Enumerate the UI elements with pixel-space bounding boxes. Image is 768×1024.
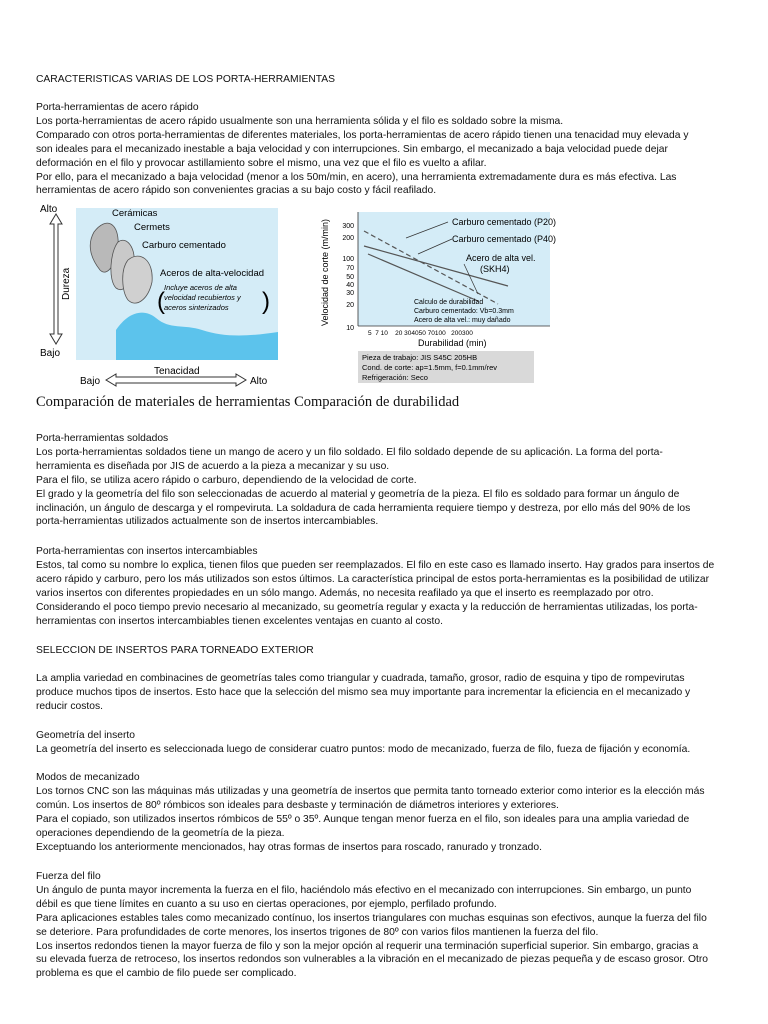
section-soldados [36,432,728,529]
section-heading: Geometría del inserto [36,730,136,741]
section-heading: Fuerza del filo [36,871,101,882]
section-modos [36,771,728,854]
section-heading: Porta-herramientas soldados [36,433,169,444]
y-axis-label: Velocidad de corte (m/min) [320,218,330,326]
y-high-label: Alto [40,204,58,215]
paren-right: ) [262,288,270,315]
conditions-line-1: Pieza de trabajo: JIS S45C 205HB [362,353,478,362]
section-title-seleccion: SELECCION DE INSERTOS PARA TORNEADO EXTERIOR [36,645,314,656]
paragraph-line: produce muchos tipos de insertos. Esto hace que la selección del mismo sea muy importante para incrementar la eficiencia en el mecanizado y [36,686,691,698]
paragraph-line: Comparado con otros porta-herramientas de diferentes materiales, los porta-herramientas de acero rápido tienen una tenacidad muy elevada y [36,129,689,141]
paragraph-line: Estos, tal como su nombre lo explica, tienen filos que pueden ser reemplazados. El filo en este caso es llamado inserto. Hay grados para insertos de [36,559,715,571]
paragraph-line: porta-herramientas utilizados actualmente son de insertos intercambiables. [36,516,379,528]
y-tick: 20 [346,302,354,309]
paragraph-line: reducir costos. [36,700,103,712]
ceramicas-label: Cerámicas [112,208,158,219]
section-fuerza-filo [36,870,728,981]
section-acero-rapido [36,101,728,198]
paragraph-line: El grado y la geometría del filo son seleccionadas de acuerdo al material y geometría de la pieza. El filo es soldado para formar un ángulo de [36,488,680,500]
skh4-label-1: Acero de alta vel. [466,253,536,263]
skh4-label-2: (SKH4) [480,264,510,274]
paragraph-line: La amplia variedad en combinacines de geometrías tales como triangular y cuadrada, tamaño, grosor, radio de esquina y tipo de rompevirutas [36,673,685,684]
y-tick: 50 [346,274,354,281]
paragraph-line: herramientas con insertos intercambiables tienen excelentes ventajas en cuanto al costo. [36,615,443,627]
conditions-line-2: Cond. de corte: ap=1.5mm, f=0.1mm/rev [362,363,498,372]
y-axis-label: Dureza [61,267,72,300]
calc-note-3: Acero de alta vel.: muy dañado [414,317,511,324]
carburo-label: Carburo cementado [142,240,226,251]
paragraph-line: herramientas de acero rápido son convenientes gracias a su bajo costo y fácil reafilado. [36,185,437,197]
paragraph-line: común. Los insertos de 80º rómbicos son ideales para desbaste y terminación de diámetros interiores y exteriores. [36,799,559,811]
hss-note-2: velocidad recubiertos y [164,293,241,302]
hss-label: Aceros de alta-velocidad [160,268,265,279]
durability-comparison-figure [318,206,648,384]
hss-note-1: Incluye aceros de alta [164,283,237,292]
paren-left: ( [157,288,165,315]
paragraph-line: se deteriore. Para profundidades de corte menores, los insertos trigones de 80º con varios filos mantienen la fuerza del filo. [36,926,599,938]
paragraph-line: La geometría del inserto es seleccionada luego de considerar cuatro puntos: modo de mecanizado, fuerza de filo, fueza de fijación y economía. [36,743,691,755]
calc-note-2: Carburo cementado: Vb=0.3mm [414,308,514,315]
y-low-label: Bajo [40,348,61,359]
y-tick: 200 [342,235,354,242]
y-tick: 40 [346,282,354,289]
section-insertos-intercambiables [36,545,728,628]
figure-caption: Comparación de materiales de herramientas Comparación de durabilidad [36,394,460,410]
x-axis-label: Tenacidad [154,366,200,377]
section-geometria [36,729,728,757]
paragraph-line: inclinación, un ángulo de descarga y el rompeviruta. La soldadura de cada herramienta requiere tiempo y destreza, por ello más del 90% de los [36,502,691,514]
paragraph-line: Un ángulo de punta mayor incrementa la fuerza en el filo, haciéndolo más efectivo en el mecanizado con interrupciones. Sin embargo, un punto [36,884,692,896]
section-heading: Porta-herramientas de acero rápido [36,102,199,113]
cermets-label: Cermets [134,222,170,233]
paragraph-line: son ideales para el mecanizado inestable a baja velocidad y con interrupciones. Sin embargo, el mecanizado a baja velocidad puede dejar [36,143,668,155]
paragraph-line: acero rápido y carburo, pero los más utilizados son estos últimos. La característica principal de estos porta-herramientas es la posibilidad de utilizar [36,573,710,585]
conditions-line-3: Refrigeración: Seco [362,373,428,382]
paragraph-line: problema es que el cambio de filo puede ser complicado. [36,968,297,980]
paragraph-line: Los porta-herramientas soldados tiene un mango de acero y un filo soldado. El filo soldado depende de su aplicación. La forma del porta- [36,446,663,458]
paragraph-line: su elevada fuerza de retroceso, los insertos redondos son vulnerables a la vibración en el mecanizado de piezas pequeña y de escaso grosor. Otro [36,954,708,966]
document-title: CARACTERISTICAS VARIAS DE LOS PORTA-HERRAMIENTAS [36,74,336,85]
paragraph-line: Los tornos CNC son las máquinas más utilizadas y una geometría de insertos que permita tanto torneado exterior como interior es la elección más [36,785,705,797]
materials-comparison-figure [36,200,286,390]
paragraph-line: débil es que tiene límites en cuanto a su uso en ciertas operaciones, por ejemplo, perfilado profundo. [36,898,497,910]
hss-note-3: aceros sinterizados [164,303,229,312]
paragraph-line: Por ello, para el mecanizado a baja velocidad (menor a los 50m/min, en acero), una herramienta extremadamente dura es más efectiva. Las [36,171,677,183]
x-low-label: Bajo [80,376,101,387]
paragraph-line: Exceptuando los anteriormente mencionados, hay otras formas de insertos para roscado, ranurado y tronzado. [36,841,542,853]
paragraph-line: Los insertos redondos tienen la mayor fuerza de filo y son la mejor opción al requerir una terminación superficial superior. Sin embargo, gracias a [36,940,699,952]
paragraph-line: Para el filo, se utiliza acero rápido o carburo, dependiendo de la velocidad de corte. [36,474,417,486]
y-tick: 30 [346,290,354,297]
x-axis-label: Durabilidad (min) [418,338,487,348]
y-tick: 70 [346,265,354,272]
paragraph-line: Los porta-herramientas de acero rápido usualmente son una herramienta sólida y el filo es soldado sobre la misma. [36,115,564,127]
section-seleccion-intro [36,672,728,714]
x-ticks: 5 7 10 20 304050 70100 200300 [368,330,473,337]
section-heading: Porta-herramientas con insertos intercambiables [36,546,258,557]
paragraph-line: operaciones dependiendo de la geometría de la pieza. [36,827,285,839]
p40-label: Carburo cementado (P40) [452,234,557,244]
y-tick: 100 [342,256,354,263]
section-heading: Modos de mecanizado [36,772,140,783]
y-tick: 10 [346,325,354,332]
x-high-label: Alto [250,376,268,387]
paragraph-line: Para aplicaciones estables tales como mecanizado contínuo, los insertos triangulares con muchas esquinas son efectivos, aunque la fuerza del filo [36,912,707,924]
paragraph-line: varios insertos con diferentes propiedades en un sólo mango. Además, no necesita reafilado ya que el inserto es reemplazado por otro. [36,587,654,599]
paragraph-line: herramienta es diseñada por JIS de acuerdo a la pieza a mecanizar y su uso. [36,460,390,472]
p20-label: Carburo cementado (P20) [452,217,557,227]
y-tick: 300 [342,223,354,230]
paragraph-line: Para el copiado, son utilizados insertos rómbicos de 55º o 35º. Aunque tengan menor fuerza en el filo, son ideales para una amplia variedad de [36,813,690,825]
paragraph-line: deformación en el filo y provocar astillamiento sobre el mismo, una vez que el filo es vuelto a afilar. [36,157,487,169]
paragraph-line: Considerando el poco tiempo previo necesario al mecanizado, su geometría regular y exacta y la reducción de herramientas utilizadas, los porta- [36,601,698,613]
calc-note-1: Calculo de durabilidad [414,299,484,306]
